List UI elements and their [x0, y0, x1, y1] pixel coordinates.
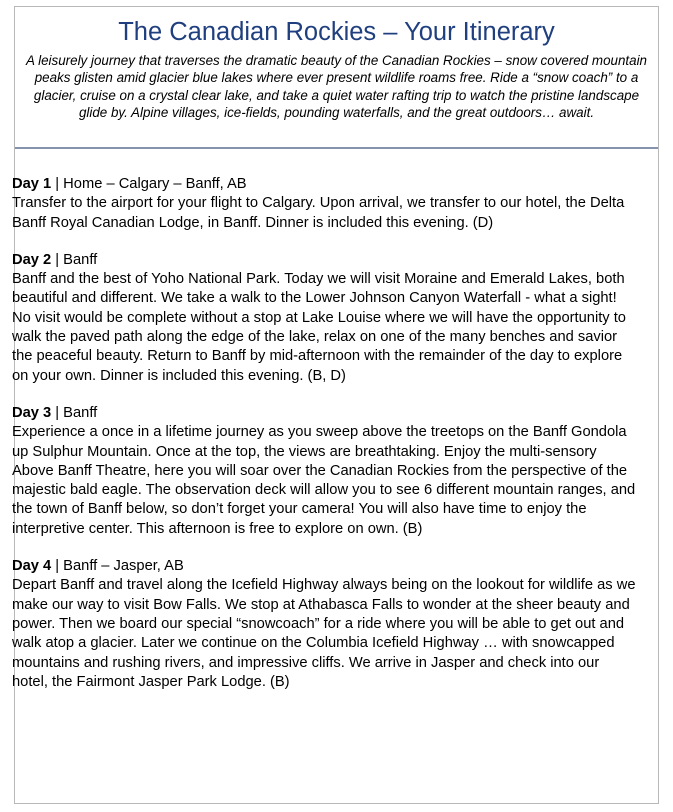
- day-heading: [12, 557, 638, 576]
- day-route: | Banff – Jasper, AB: [51, 558, 184, 575]
- day-route: | Banff: [51, 251, 98, 268]
- day-entry: [12, 557, 638, 692]
- day-description: Transfer to the airport for your flight to Calgary. Upon arrival, we transfer to our hotel, the Delta Banff Royal Canadian Lodge, in Banff. Dinner is included this evening. (D): [12, 195, 625, 231]
- day-description: Experience a once in a lifetime journey as you sweep above the treetops on the Banff Gondola up Sulphur Mountain. Once at the top, the views are breathtaking. Enjoy the multi-sensory Above Banff Theatre, here you will soar over the Canadian Rockies from the perspective of the majestic bald eagle. The observation deck will allow you to see 6 different mountain ranges, and the town of Banff below, so don’t forget your camera! You will also have time to enjoy the interpretive center. This afternoon is free to explore on own. (B): [12, 424, 636, 537]
- day-route: | Banff: [51, 404, 98, 421]
- day-label: Day 4: [12, 558, 52, 575]
- day-heading: [12, 404, 638, 423]
- day-entry: [12, 404, 638, 539]
- day-heading: [12, 251, 638, 270]
- day-label: Day 1: [12, 176, 52, 192]
- day-entry: [12, 175, 638, 233]
- day-label: Day 2: [12, 251, 52, 268]
- day-label: Day 3: [12, 404, 52, 421]
- day-description: Depart Banff and travel along the Icefield Highway always being on the lookout for wildlife as we make our way to visit Bow Falls. We stop at Athabasca Falls to wonder at the sheer beauty and power. Then we board our special “snowcoach” for a ride where you will be able to get out and walk atop a glacier. Later we continue on the Columbia Icefield Highway … with snowcapped mountains and rushing rivers, and impressive cliffs. We arrive in Jasper and check into our hotel, the Fairmont Jasper Park Lodge. (B): [12, 577, 636, 690]
- day-route: | Home – Calgary – Banff, AB: [51, 176, 247, 192]
- day-heading: [12, 175, 638, 194]
- day-description: Banff and the best of Yoho National Park. Today we will visit Moraine and Emerald Lakes, both beautiful and different. We take a walk to the Lower Johnson Canyon Waterfall - what a sight! No visit would be complete without a stop at Lake Louise where we will have the opportunity to walk the paved path along the edge of the lake, relax on one of the many benches and savior the peaceful beauty. Return to Banff by mid-afternoon with the remainder of the day to explore on your own. Dinner is included this evening. (B, D): [12, 271, 626, 384]
- intro-paragraph: A leisurely journey that traverses the dramatic beauty of the Canadian Rockies – snow covered mountain peaks glisten amid glacier blue lakes where ever present wildlife roams free. Ride a “snow coach” to a glacier, cruise on a crystal clear lake, and take a quiet water rafting trip to watch the pristine landscape glide by. Alpine villages, ice-fields, pounding waterfalls, and the great outdoors… await.: [25, 53, 647, 121]
- itinerary-days: [12, 175, 638, 710]
- page-title: The Canadian Rockies – Your Itinerary: [118, 18, 555, 46]
- header-section: [15, 7, 658, 149]
- day-entry: [12, 251, 638, 386]
